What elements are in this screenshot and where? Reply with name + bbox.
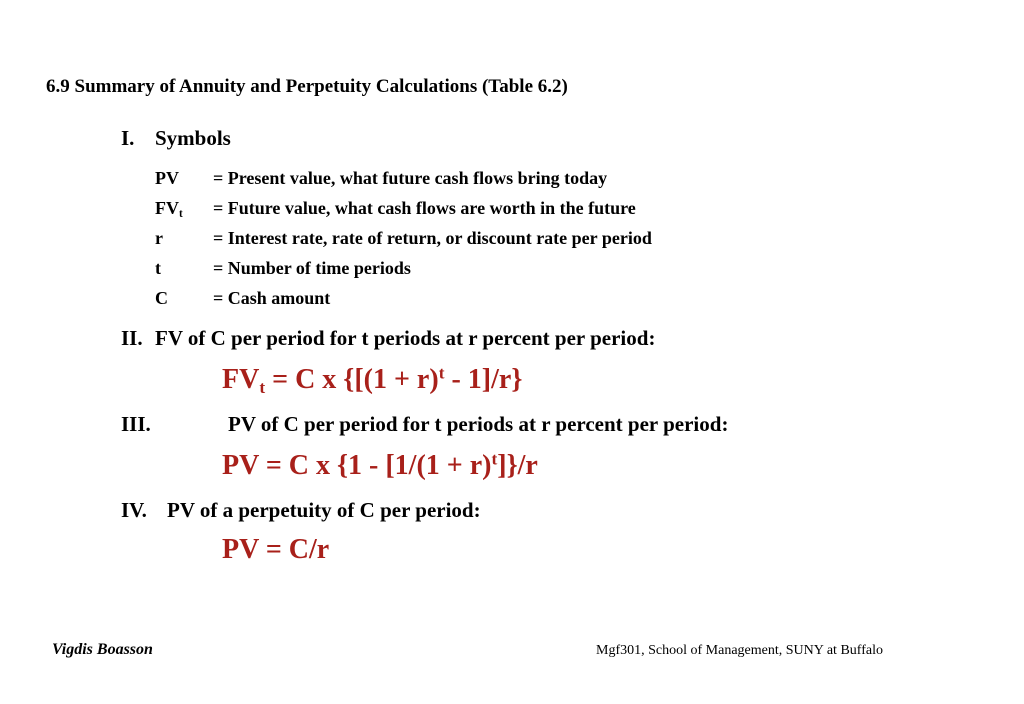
section-4-heading: PV of a perpetuity of C per period:: [167, 498, 481, 522]
footer-author: Vigdis Boasson: [52, 641, 153, 658]
symbol-fvt-definition: = Future value, what cash flows are worth in the future: [213, 198, 636, 218]
section-3-numeral: III.: [121, 412, 151, 436]
formula-present-value-perpetuity: PV = C/r: [222, 534, 330, 565]
symbol-t-definition: = Number of time periods: [213, 258, 411, 278]
formula-present-value-annuity: PV = C x $\{1 - [1/(1 + r)^t]\}/r$: [222, 449, 538, 481]
section-4-numeral: IV.: [121, 498, 147, 522]
symbol-t: t: [155, 258, 161, 278]
section-1-numeral: I.: [121, 126, 135, 150]
page-title: 6.9 Summary of Annuity and Perpetuity Calculations (Table 6.2): [46, 76, 568, 97]
footer-course: Mgf301, School of Management, SUNY at Buffalo: [596, 643, 883, 658]
section-3-heading: PV of C per period for t periods at r percent per period:: [228, 412, 729, 436]
symbol-fvt: $FV_t$: [155, 198, 183, 221]
formula-future-value-annuity: $FV_t = C$ x $\{[(1 + r)^t - 1]/r\}$: [222, 363, 523, 397]
symbol-c-definition: = Cash amount: [213, 288, 331, 308]
section-2-heading: FV of C per period for t periods at r percent per period:: [155, 326, 656, 350]
symbol-pv: PV: [155, 168, 179, 188]
symbol-c: C: [155, 288, 168, 308]
symbol-r: r: [155, 228, 163, 248]
symbol-pv-definition: = Present value, what future cash flows bring today: [213, 168, 608, 188]
section-1-heading: Symbols: [155, 126, 231, 150]
section-2-numeral: II.: [121, 326, 143, 350]
symbol-r-definition: = Interest rate, rate of return, or discount rate per period: [213, 228, 652, 248]
